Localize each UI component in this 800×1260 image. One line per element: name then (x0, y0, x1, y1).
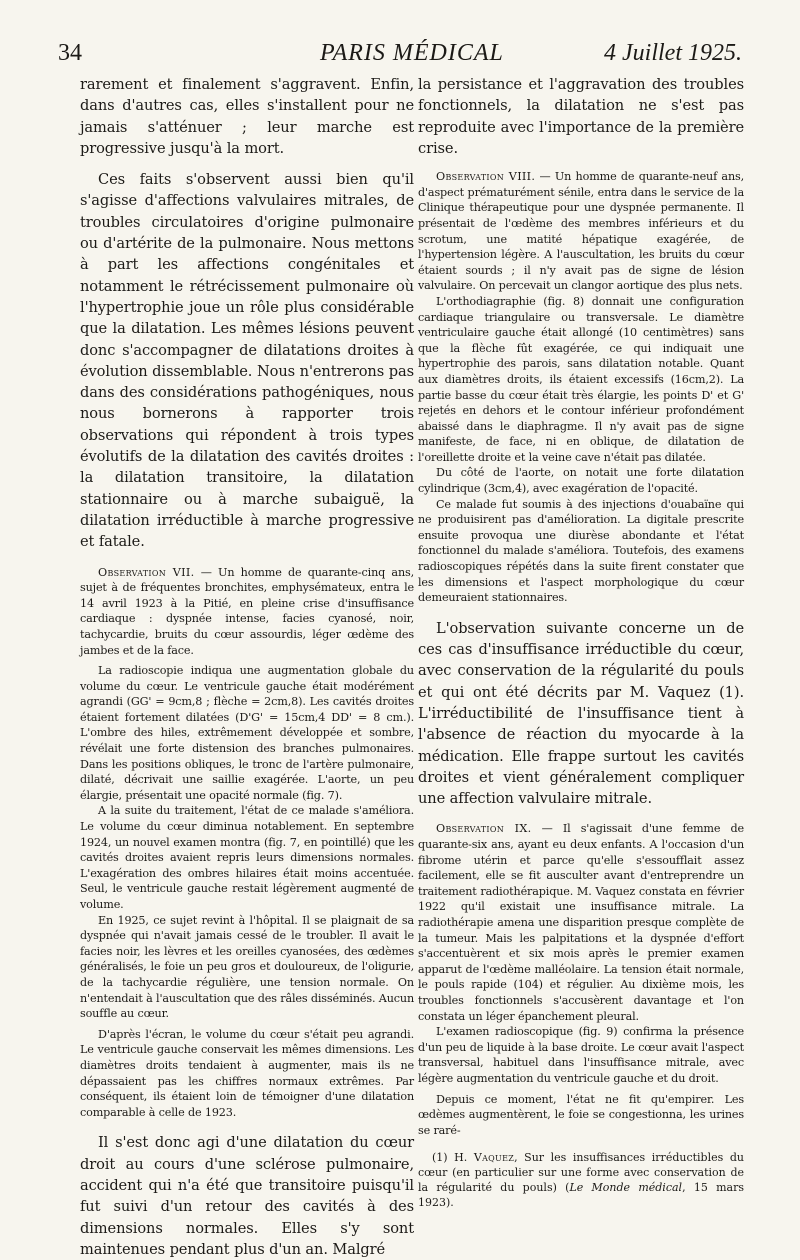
paragraph: Ce malade fut soumis à des injections d'ouabaïne qui ne produisirent pas d'amélioration. La digitale prescrite ensuite provoqua une diurèse abondante et l'état fonctionnel du malade s'améliora. Toutefois, des examens radioscopiques répétés dans la suite firent constater que les dimensions et l'aspect morphologique du cœur demeuraient stationnaires. (418, 497, 744, 605)
observation-label: Observation VIII. (436, 170, 536, 184)
right-column (418, 74, 744, 1210)
paragraph: La radioscopie indiqua une augmentation globale du volume du cœur. Le ventricule gauche était modérément agrandi (GG' = 9cm,8 ; flèche = 2cm,8). Les cavités droites étaient fortement dilatées (D'G' = 15cm,4 DD' = 8 cm.). L'ombre des hiles, extrêmement développée et sombre, révélait une forte distension des branches pulmonaires. Dans les positions obliques, le tronc de l'artère pulmonaire, dilaté, décrivait une saillie exagérée. L'aorte, un peu élargie, présentait une opacité normale (fig. 7). (80, 664, 414, 802)
paragraph: Du côté de l'aorte, on notait une forte dilatation cylindrique (3cm,4), avec exagération de l'opacité. (418, 466, 744, 496)
paragraph: L'orthodiagraphie (fig. 8) donnait une configuration cardiaque triangulaire ou transversale. Le diamètre ventriculaire gauche était allongé (10 centimètres) sans que la flèche fût exagérée, ce qui indiquait une hypertrophie des parois, sans dilatation notable. Quant aux diamètres droits, ils étaient excessifs (16cm,2). La partie basse du cœur était très élargie, les points D' et G' rejetés en dehors et le contour inférieur profondément abaissé dans le diaphragme. Il n'y avait pas de signe manifeste, de face, ni en oblique, de dilatation de l'oreillette droite et la veine cave n'était pas dilatée. (418, 294, 744, 464)
observation-ix (418, 821, 744, 1024)
footnote-journal: Le Monde médical (569, 1181, 683, 1195)
paragraph: L'examen radioscopique (fig. 9) confirma la présence d'un peu de liquide à la base droite. Le cœur avait l'aspect transversal, habituel dans l'insuffisance mitrale, avec légère augmentation du ventricule gauche et du droit. (418, 1025, 744, 1085)
observation-vii (80, 565, 414, 659)
observation-label: Observation IX. (436, 822, 532, 836)
issue-date: 4 Juillet 1925. (604, 40, 742, 66)
footnote-text: , Sur les insuffisances irréductibles du cœur (en particulier sur une forme avec conservation de la régularité du pouls) ( (418, 1151, 744, 1195)
footnote-author: Vaquez (473, 1151, 515, 1165)
left-column (80, 74, 414, 1260)
paragraph: L'observation suivante concerne un de ces cas d'insuffisance irréductible du cœur, avec conservation de la régularité du pouls et qui ont été décrits par M. Vaquez (1). L'irréductibilité de l'insuffisance tient à l'absence de réaction du myocarde à la médication. Elle frappe surtout les cavités droites et vient généralement compliquer une affection valvulaire mitrale. (418, 619, 744, 808)
observation-label: Observation VII. (98, 565, 195, 579)
observation-text: — Un homme de quarante-neuf ans, d'aspect prématurément sénile, entra dans le service de la Clinique thérapeutique pour une dyspnée permanente. Il présentait de l'œdème des membres inférieurs et du scrotum, une matité hépatique exagérée, de l'hypertension légère. A l'auscultation, les bruits du cœur étaient sourds ; il n'y avait pas de signe de lésion valvulaire. On percevait un clangor aortique des plus nets. (418, 170, 744, 293)
paragraph: rarement et finalement s'aggravent. Enfin, dans d'autres cas, elles s'installent pour ne jamais s'atténuer ; leur marche est progressive jusqu'à la mort. (80, 76, 414, 157)
observation-text: — Un homme de quarante-cinq ans, sujet à de fréquentes bronchites, emphysémateux, entra le 14 avril 1923 à la Pitié, en pleine crise d'insuffisance cardiaque : dyspnée intense, facies cyanosé, noir, tachycardie, bruits du cœur assourdis, léger œdème des jambes et de la face. (80, 565, 414, 657)
paragraph: Ces faits s'observent aussi bien qu'il s'agisse d'affections valvulaires mitrales, de troubles circulatoires d'origine pulmonaire ou d'artérite de la pulmonaire. Nous mettons à part les affections congénitales et notamment le rétrécissement pulmonaire où l'hypertrophie joue un rôle plus considérable que la dilatation. Les mêmes lésions peuvent donc s'accompagner de dilatations droites à évolution dissemblable. Nous n'entrerons pas dans des considérations pathogéniques, nous nous bornerons à rapporter trois observations qui répondent à trois types évolutifs de la dilatation des cavités droites : la dilatation transitoire, la dilatation stationnaire ou à marche subaiguë, la dilatation irréductible à marche progressive et fatale. (80, 171, 414, 551)
paragraph: Depuis ce moment, l'état ne fit qu'empirer. Les œdèmes augmentèrent, le foie se congestionna, les urines se raré- (418, 1092, 744, 1137)
footnote-mark: (1) H. (432, 1151, 474, 1165)
footnote (418, 1150, 744, 1210)
page-number: 34 (58, 40, 82, 66)
paragraph: A la suite du traitement, l'état de ce malade s'améliora. Le volume du cœur diminua notablement. En septembre 1924, un nouvel examen montra (fig. 7, en pointillé) que les cavités droites avaient repris leurs dimensions normales. L'exagération des ombres hilaires était moins accentuée. Seul, le ventricule gauche restait légèrement augmenté de volume. (80, 804, 414, 911)
observation-viii (418, 169, 744, 294)
paragraph: D'après l'écran, le volume du cœur s'était peu agrandi. Le ventricule gauche conservait les mêmes dimensions. Les diamètres droits tendaient à augmenter, mais ils ne dépassaient pas les chiffres normaux extrêmes. Par conséquent, ils étaient loin de témoigner d'une dilatation comparable à celle de 1923. (80, 1027, 414, 1119)
footnote-end: , 15 mars 1923). (418, 1181, 744, 1210)
paragraph: En 1925, ce sujet revint à l'hôpital. Il se plaignait de sa dyspnée qui n'avait jamais cessé de le troubler. Il avait le facies noir, les lèvres et les oreilles cyanosées, des œdèmes généralisés, le foie un peu gros et douloureux, de l'oligurie, de la tachycardie régulière, une tension normale. On n'entendait à l'auscultation que des râles disséminés. Aucun souffle au cœur. (80, 913, 414, 1021)
paragraph: Il s'est donc agi d'une dilatation du cœur droit au cours d'une sclérose pulmonaire, accident qui n'a été que transitoire puisqu'il fut suivi d'un retour des cavités à des dimensions normales. Elles s'y sont maintenues pendant plus d'un an. Malgré (80, 1134, 414, 1258)
journal-title: PARIS MÉDICAL (320, 40, 504, 66)
observation-text: — Il s'agissait d'une femme de quarante-six ans, ayant eu deux enfants. A l'occasion d'un fibrome utérin et parce qu'elle s'essoufflait assez facilement, elle se fit ausculter avant d'entreprendre un traitement radiothérapique. M. Vaquez constata en février 1922 qu'il existait une insuffisance mitrale. La radiothérapie amena une disparition presque complète de la tumeur. Mais les palpitations et la dyspnée d'effort s'accentuèrent et six mois après le premier examen apparut de l'œdème malléolaire. La tension était normale, le pouls rapide (104) et régulier. Au dixième mois, les troubles fonctionnels s'accusèrent davantage et l'on constata un léger épanchement pleural. (418, 822, 745, 1023)
page-header (58, 38, 742, 70)
paragraph: la persistance et l'aggravation des troubles fonctionnels, la dilatation ne s'est pas reproduite avec l'importance de la première crise. (418, 76, 744, 157)
